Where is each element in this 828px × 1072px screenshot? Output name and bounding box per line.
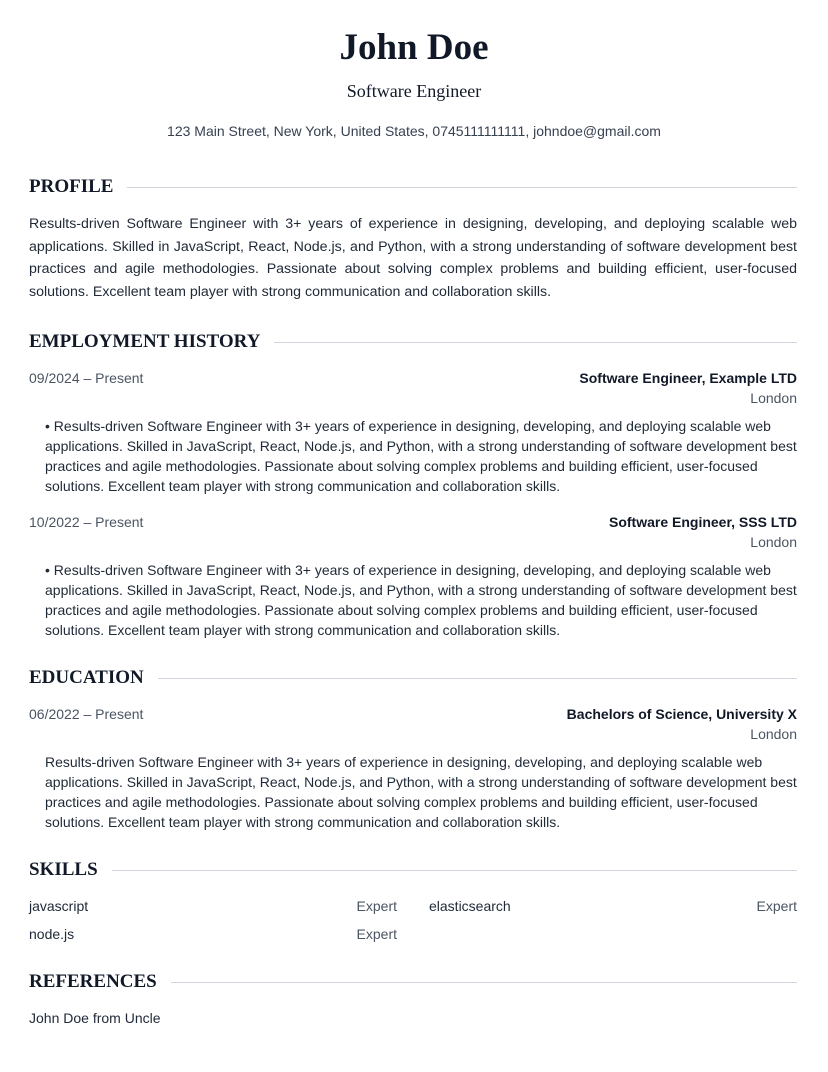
- employment-title: Software Engineer, Example LTD: [579, 370, 797, 386]
- employment-title: Software Engineer, SSS LTD: [608, 514, 797, 530]
- employment-entry: [29, 512, 797, 638]
- employment-description: • Results-driven Software Engineer with 3+ years of experience in designing, developing, and deploying scalable web applications. Skilled in JavaScript, React, Node.js, and Python, with a strong understanding of software development best practices and agile methodologies. Passionate about solving complex problems and building efficient, user-focused solutions. Excellent team player with strong communication and collaboration skills.: [45, 562, 797, 638]
- profile-summary: Results-driven Software Engineer with 3+ years of experience in designing, developing, and deploying scalable web applications. Skilled in JavaScript, React, Node.js, and Python, with a strong understanding of software development best practices and agile methodologies. Passionate about solving complex problems and building efficient, user-focused solutions. Excellent team player with strong communication and collaboration skills.: [29, 216, 797, 300]
- candidate-name: John Doe: [339, 27, 489, 68]
- references-section-header: [29, 970, 797, 994]
- education-date: 06/2022 – Present: [29, 706, 144, 722]
- skills-section-header: [29, 858, 797, 882]
- employment-location: London: [750, 390, 797, 406]
- skill-level: Expert: [756, 898, 797, 914]
- employment-location: London: [750, 534, 797, 550]
- skill-level: Expert: [356, 926, 397, 942]
- employment-date: 10/2022 – Present: [29, 514, 144, 530]
- section-divider: [158, 678, 797, 679]
- section-divider: [112, 870, 797, 871]
- reference-entry: John Doe from Uncle: [29, 1010, 161, 1026]
- section-divider: [274, 342, 797, 343]
- references-heading: REFERENCES: [29, 971, 157, 992]
- candidate-title: Software Engineer: [346, 81, 482, 101]
- employment-date: 09/2024 – Present: [29, 370, 144, 386]
- section-divider: [171, 982, 797, 983]
- education-description: Results-driven Software Engineer with 3+ years of experience in designing, developing, and deploying scalable web applications. Skilled in JavaScript, React, Node.js, and Python, with a strong understanding of software development best practices and agile methodologies. Passionate about solving complex problems and building efficient, user-focused solutions. Excellent team player with strong communication and collaboration skills.: [45, 754, 797, 830]
- education-title: Bachelors of Science, University X: [566, 706, 797, 722]
- employment-heading: EMPLOYMENT HISTORY: [29, 331, 261, 352]
- profile-heading: PROFILE: [29, 176, 114, 197]
- education-heading: EDUCATION: [29, 667, 144, 688]
- skill-name: node.js: [29, 926, 75, 942]
- skill-level: Expert: [356, 898, 397, 914]
- skill-name: javascript: [29, 898, 89, 914]
- employment-entry: [29, 368, 797, 494]
- education-entry: [29, 704, 797, 830]
- profile-section-header: [29, 175, 797, 199]
- education-section-header: [29, 666, 797, 690]
- education-location: London: [750, 726, 797, 742]
- skills-heading: SKILLS: [29, 859, 98, 880]
- employment-description: • Results-driven Software Engineer with 3+ years of experience in designing, developing, and deploying scalable web applications. Skilled in JavaScript, React, Node.js, and Python, with a strong understanding of software development best practices and agile methodologies. Passionate about solving complex problems and building efficient, user-focused solutions. Excellent team player with strong communication and collaboration skills.: [45, 418, 797, 494]
- section-divider: [127, 187, 797, 188]
- contact-info: 123 Main Street, New York, United States, 0745111111111, johndoe@gmail.com: [167, 123, 661, 139]
- skill-name: elasticsearch: [429, 898, 511, 914]
- employment-section-header: [29, 330, 797, 354]
